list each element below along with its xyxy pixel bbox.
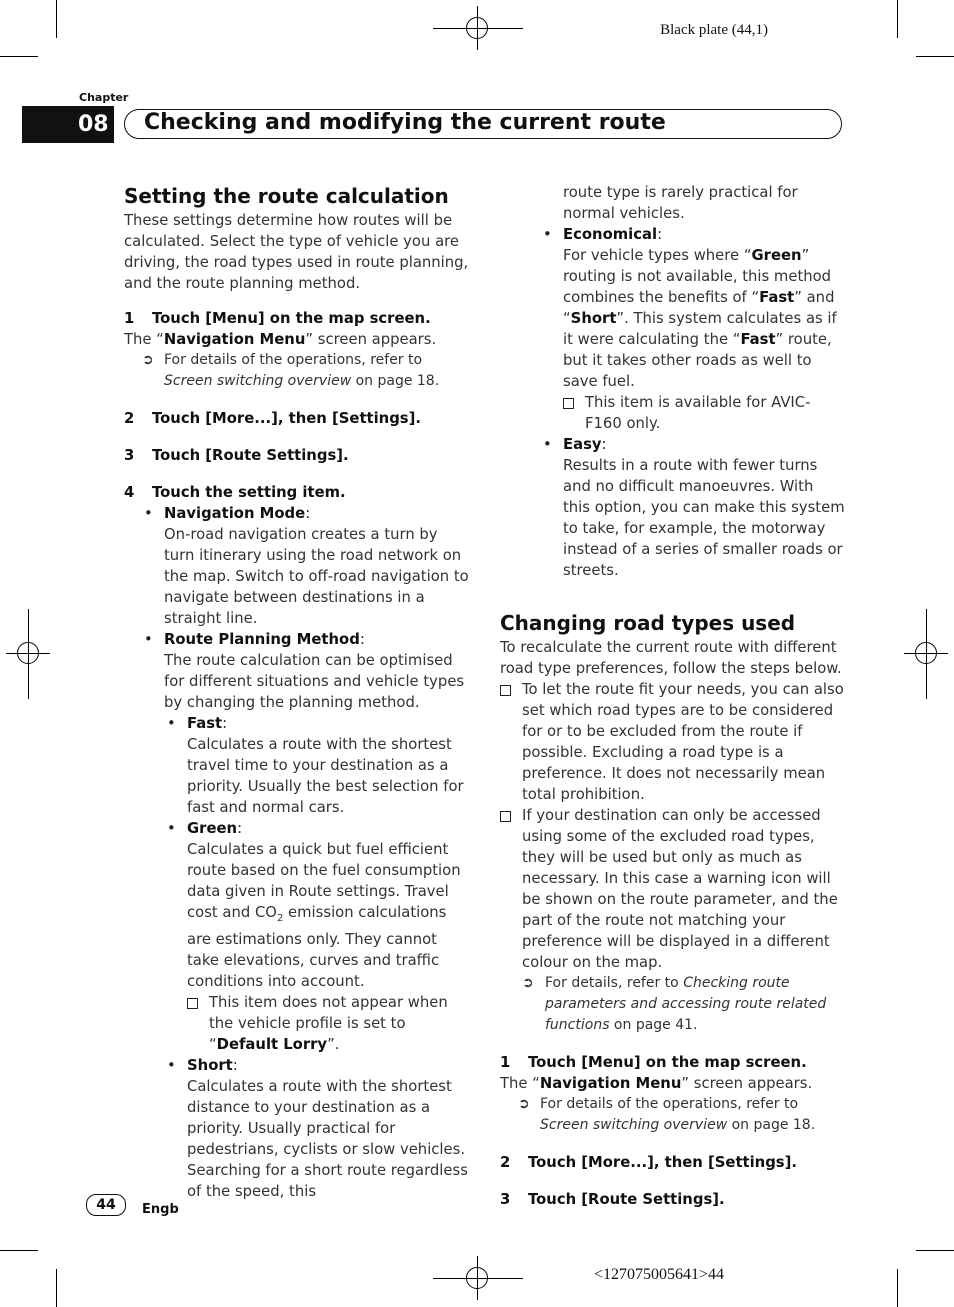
section-heading: Setting the route calculation bbox=[124, 184, 449, 208]
step-text: Touch [Route Settings]. bbox=[152, 447, 349, 464]
step-1: 1 Touch [Menu] on the map screen. bbox=[500, 1054, 807, 1071]
chapter-title: Checking and modifying the current route bbox=[144, 110, 666, 135]
note-box-icon bbox=[563, 398, 574, 409]
step-result: The “Navigation Menu” screen appears. bbox=[500, 1075, 813, 1092]
step-2: 2 Touch [More...], then [Settings]. bbox=[500, 1154, 797, 1171]
arrow-icon: ➲ bbox=[142, 352, 154, 368]
note-box-icon bbox=[187, 998, 198, 1009]
reference: ➲ For details, refer to Checking route parameters and accessing route related functions on page 41. bbox=[522, 975, 827, 1033]
note: If your destination can only be accessed using some of the excluded road types, they will be used but only as much as necessary. In this case a warning icon will be shown on the route parameter, and the part of the route not matching your preference will be displayed in a different colour on the map. bbox=[500, 805, 845, 973]
item-description: Calculates a route with the shortest distance to your destination as a priority. Usually practical for pedestrians, cyclists or slow vehicles. Searching for a short route regardless of the speed, this bbox=[187, 1077, 468, 1200]
chapter-label: Chapter bbox=[79, 91, 129, 104]
crop-mark bbox=[897, 1269, 898, 1307]
arrow-icon: ➲ bbox=[522, 975, 534, 991]
list-item-continued bbox=[500, 182, 845, 224]
chapter-number-box bbox=[22, 106, 114, 143]
crop-mark bbox=[56, 1269, 57, 1307]
bullet-icon: • bbox=[167, 820, 176, 837]
bullet-icon: • bbox=[543, 436, 552, 453]
page-number: 44 bbox=[86, 1194, 126, 1216]
note: To let the route fit your needs, you can also set which road types are to be considered for or to be excluded from the route if possible. Excluding a road type is a preference. It does not necessarily mean total prohibition. bbox=[500, 679, 845, 805]
bullet-icon: • bbox=[543, 226, 552, 243]
language-label: Engb bbox=[142, 1202, 179, 1217]
crop-mark bbox=[0, 1250, 38, 1251]
step-text: Touch [Menu] on the map screen. bbox=[528, 1054, 807, 1071]
chapter-number: 08 bbox=[78, 112, 109, 137]
bullet-icon: • bbox=[167, 715, 176, 732]
registration-circle bbox=[466, 17, 488, 39]
document-code: <127075005641>44 bbox=[594, 1266, 725, 1283]
list-item: • Navigation Mode: On-road navigation creates a turn by turn itinerary using the road network on the map. Switch to off-road navigation to navigate between destinations in a straight line. bbox=[144, 505, 469, 627]
intro-text: To recalculate the current route with different road type preferences, follow the steps below. bbox=[500, 639, 842, 677]
bullet-icon: • bbox=[144, 631, 153, 648]
step-text: Touch [Menu] on the map screen. bbox=[152, 310, 431, 327]
item-description: Calculates a route with the shortest travel time to your destination as a priority. Usually the best selection for fast and normal cars. bbox=[187, 736, 464, 816]
crop-mark bbox=[0, 56, 38, 57]
list-item: • Fast: Calculates a route with the shortest travel time to your destination as a priority. Usually the best selection for fast and normal cars. bbox=[124, 713, 469, 818]
item-description: The route calculation can be optimised for different situations and vehicle types by changing the planning method. bbox=[164, 652, 465, 711]
crop-mark bbox=[56, 0, 57, 38]
list-item: • Route Planning Method: The route calculation can be optimised for different situations and vehicle types by changing the planning method. bbox=[124, 629, 469, 713]
step-3: 3 Touch [Route Settings]. bbox=[500, 1191, 725, 1208]
step-text: Touch the setting item. bbox=[152, 484, 346, 501]
intro-text: These settings determine how routes will be calculated. Select the type of vehicle you are driving, the road types used in route planning, and the route planning method. bbox=[124, 212, 469, 292]
item-description: Results in a route with fewer turns and no difficult manoeuvres. With this option, you can make this system to take, for example, the motorway instead of a series of smaller roads or streets. bbox=[563, 457, 845, 579]
bullet-icon: • bbox=[167, 1056, 176, 1074]
note: This item is available for AVIC-F160 only. bbox=[563, 392, 845, 434]
step-3: 3 Touch [Route Settings]. bbox=[124, 447, 349, 464]
registration-circle bbox=[915, 642, 937, 664]
registration-circle bbox=[17, 642, 39, 664]
item-description: route type is rarely practical for normal vehicles. bbox=[563, 184, 798, 222]
note-box-icon bbox=[500, 685, 511, 696]
item-description: For vehicle types where “Green” routing is not available, this method combines the benefits of “Fast” and “Short”. This system calculates as if it were calculating the “Fast” route, but it takes other roads as well to save fuel. bbox=[563, 247, 837, 390]
step-1: 1 Touch [Menu] on the map screen. bbox=[124, 310, 431, 327]
step-2: 2 Touch [More...], then [Settings]. bbox=[124, 410, 421, 427]
note: This item does not appear when the vehicle profile is set to “Default Lorry”. bbox=[187, 992, 469, 1055]
item-description: Calculates a quick but fuel efficient route based on the fuel consumption data given in Route settings. Travel cost and $CO_2$ emission calculations are estimations only. They cannot take elevations, curves and traffic conditions into account. bbox=[187, 841, 461, 990]
step-text: Touch [More...], then [Settings]. bbox=[152, 410, 421, 427]
left-column bbox=[124, 182, 469, 1202]
reference: ➲ For details of the operations, refer to Screen switching overview on page 18. bbox=[518, 1096, 816, 1133]
step-result: The “Navigation Menu” screen appears. bbox=[124, 331, 437, 348]
list-item: • Easy: Results in a route with fewer turns and no difficult manoeuvres. With this option, you can make this system to take, for example, the motorway instead of a series of smaller roads or streets. bbox=[543, 436, 845, 579]
arrow-icon: ➲ bbox=[518, 1096, 530, 1112]
plate-label: Black plate (44,1) bbox=[660, 22, 768, 38]
bullet-icon: • bbox=[144, 505, 153, 522]
step-4: 4 Touch the setting item. bbox=[124, 484, 346, 501]
crop-mark bbox=[916, 1250, 954, 1251]
list-item: • Green: Calculates a quick but fuel efficient route based on the fuel consumption data given in Route settings. Travel cost and $CO_2$ emission calculations are estimations only. They cannot take elevations, curves and traffic conditions into account. This item does not appear when the vehicle profile is set to “Default Lorry”. bbox=[124, 818, 469, 1055]
crop-mark bbox=[916, 56, 954, 57]
section-heading: Changing road types used bbox=[500, 611, 796, 635]
list-item: • Economical: For vehicle types where “Green” routing is not available, this method combines the benefits of “Fast” and “Short”. This system calculates as if it were calculating the “Fast” route, but it takes other roads as well to save fuel. This item is available for AVIC-F160 only. bbox=[500, 224, 845, 434]
note-box-icon bbox=[500, 811, 511, 822]
list-item: • Short: Calculates a route with the shortest distance to your destination as a priority. Usually practical for pedestrians, cyclists or slow vehicles. Searching for a short route regardless of the speed, this bbox=[167, 1056, 468, 1200]
crop-mark bbox=[897, 0, 898, 38]
step-text: Touch [Route Settings]. bbox=[528, 1191, 725, 1208]
right-column bbox=[500, 182, 845, 1210]
item-description: On-road navigation creates a turn by turn itinerary using the road network on the map. Switch to off-road navigation to navigate between destinations in a straight line. bbox=[164, 526, 469, 627]
reference: ➲ For details of the operations, refer to Screen switching overview on page 18. bbox=[142, 352, 440, 389]
registration-circle bbox=[466, 1267, 488, 1289]
step-text: Touch [More...], then [Settings]. bbox=[528, 1154, 797, 1171]
